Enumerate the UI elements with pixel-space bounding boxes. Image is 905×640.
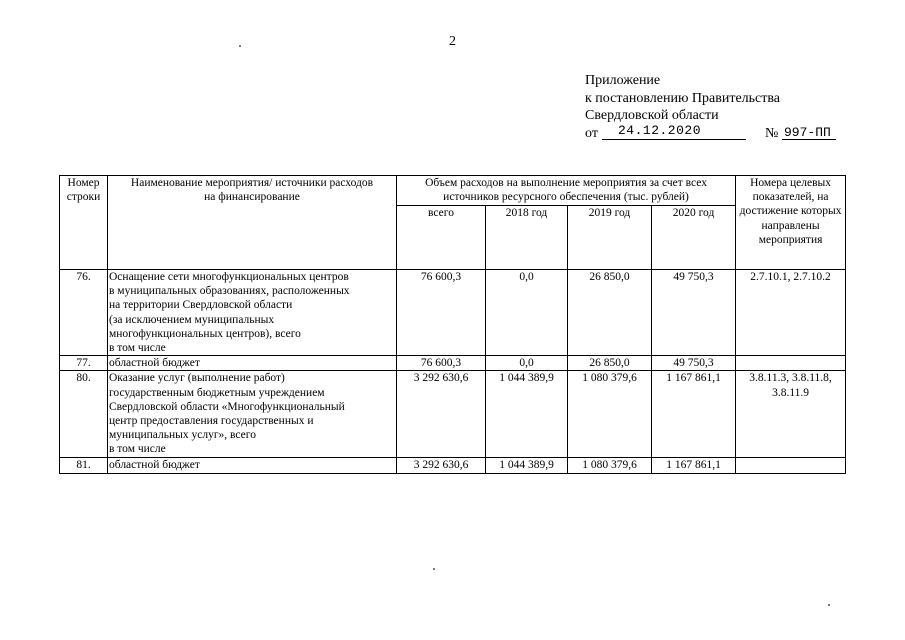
row-2019: 26 850,0	[568, 356, 652, 371]
header-row-number: Номер строки	[60, 176, 108, 270]
row-number: 81.	[60, 458, 108, 473]
appendix-title: Приложение	[585, 73, 661, 88]
table-row	[60, 458, 846, 473]
row-2018: 1 044 389,9	[486, 371, 568, 458]
scan-speck	[433, 568, 435, 570]
row-name: областной бюджет	[108, 458, 397, 473]
row-name: областной бюджет	[108, 356, 397, 371]
table-row	[60, 270, 846, 356]
page-number: 2	[449, 34, 456, 49]
row-2019: 1 080 379,6	[568, 371, 652, 458]
row-2018: 0,0	[486, 356, 568, 371]
row-name: Оснащение сети многофункциональных центров в муниципальных образованиях, расположенных на территории Свердловской области (за исключением муниципальных многофункциональных центров), всего в том числе	[108, 270, 397, 356]
header-total: всего	[397, 206, 486, 270]
header-indicators: Номера целевых показателей, на достижение которых направлены мероприятия	[736, 176, 846, 270]
scan-speck	[239, 45, 241, 47]
date-prefix: от	[585, 125, 598, 141]
table-row	[60, 356, 846, 371]
header-2020: 2020 год	[652, 206, 736, 270]
header-name: Наименование мероприятия/ источники расходов на финансирование	[108, 176, 397, 270]
row-total: 3 292 630,6	[397, 371, 486, 458]
row-name: Оказание услуг (выполнение работ) государственным бюджетным учреждением Свердловской области «Многофункциональный центр предоставления государственных и муниципальных услуг», всего в том числе	[108, 371, 397, 458]
row-total: 3 292 630,6	[397, 458, 486, 473]
row-2020: 49 750,3	[652, 356, 736, 371]
resolution-date: 24.12.2020	[618, 122, 702, 138]
row-indicators: 3.8.11.3, 3.8.11.8, 3.8.11.9	[736, 371, 846, 458]
number-prefix: №	[765, 125, 779, 141]
row-number: 76.	[60, 270, 108, 356]
row-2020: 49 750,3	[652, 270, 736, 356]
table-row	[60, 371, 846, 458]
appendix-line-resolution: к постановлению Правительства	[585, 90, 781, 106]
resolution-number: 997-ПП	[784, 124, 831, 140]
row-2020: 1 167 861,1	[652, 371, 736, 458]
header-2019: 2019 год	[568, 206, 652, 270]
row-2018: 1 044 389,9	[486, 458, 568, 473]
appendix-line-region: Свердловской области	[585, 108, 719, 123]
row-number: 80.	[60, 371, 108, 458]
row-total: 76 600,3	[397, 356, 486, 371]
row-number: 77.	[60, 356, 108, 371]
row-2019: 26 850,0	[568, 270, 652, 356]
appendix-date-number-row	[585, 122, 885, 143]
header-volume: Объем расходов на выполнение мероприятия за счет всех источников ресурсного обеспечения (тыс. рублей)	[397, 176, 736, 206]
row-indicators	[736, 356, 846, 371]
row-indicators: 2.7.10.1, 2.7.10.2	[736, 270, 846, 356]
row-2020: 1 167 861,1	[652, 458, 736, 473]
appendix-block	[585, 72, 885, 143]
expenses-table	[59, 175, 846, 474]
row-indicators	[736, 458, 846, 473]
row-2019: 1 080 379,6	[568, 458, 652, 473]
row-total: 76 600,3	[397, 270, 486, 356]
row-2018: 0,0	[486, 270, 568, 356]
scan-speck	[828, 604, 830, 606]
header-2018: 2018 год	[486, 206, 568, 270]
